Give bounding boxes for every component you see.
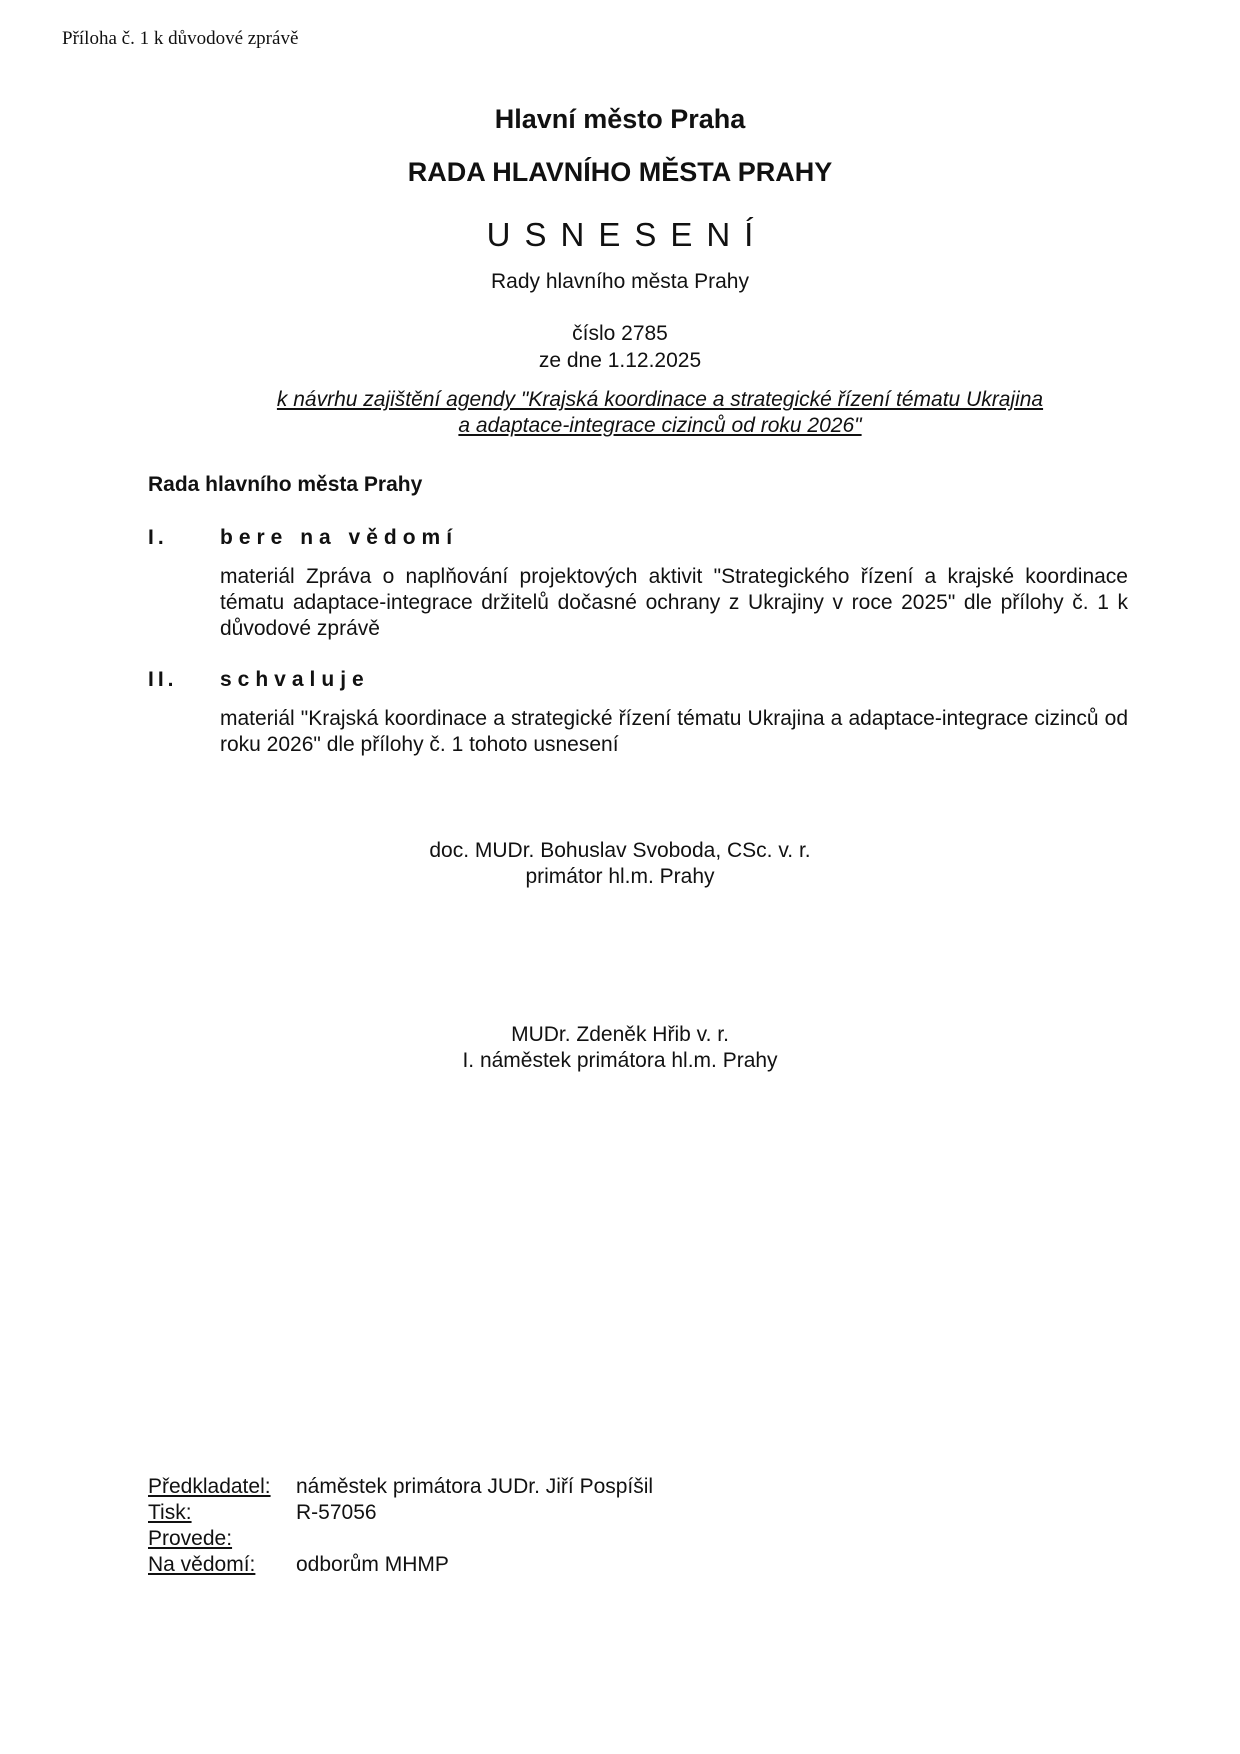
signature-name: MUDr. Zdeněk Hřib v. r.	[511, 1023, 729, 1046]
footer-value: náměstek primátora JUDr. Jiří Pospíšil	[296, 1475, 654, 1498]
resolution-number: číslo 2785	[572, 322, 668, 345]
subject-line-1: k návrhu zajištění agendy "Krajská koordinace a strategické řízení tématu Ukrajina	[276, 388, 1044, 411]
section-2-number: II.	[148, 668, 178, 691]
document-footer	[148, 1474, 653, 1578]
city-heading: Hlavní město Praha	[494, 104, 746, 134]
signature-role: I. náměstek primátora hl.m. Prahy	[462, 1049, 778, 1072]
section-1-verb: bere na vědomí	[220, 526, 459, 549]
footer-label: Provede:	[148, 1527, 233, 1550]
footer-label: Předkladatel:	[148, 1475, 271, 1498]
council-heading: RADA HLAVNÍHO MĚSTA PRAHY	[407, 157, 833, 187]
footer-row-print	[148, 1500, 653, 1526]
resolution-date: ze dne 1.12.2025	[538, 349, 702, 372]
footer-row-notified	[148, 1552, 653, 1578]
council-name: Rada hlavního města Prahy	[148, 473, 423, 496]
section-2-text: materiál "Krajská koordinace a strategické řízení tématu Ukrajina a adaptace-integrace cizinců od roku 2026" dle přílohy č. 1 tohoto usnesení	[220, 707, 1128, 756]
footer-label: Tisk:	[148, 1501, 192, 1524]
attachment-note: Příloha č. 1 k důvodové zprávě	[62, 28, 299, 49]
signature-deputy	[0, 1022, 1240, 1074]
footer-value: odborům MHMP	[296, 1553, 449, 1576]
subject-line-2: a adaptace-integrace cizinců od roku 2026"	[458, 414, 862, 437]
signature-name: doc. MUDr. Bohuslav Svoboda, CSc. v. r.	[429, 839, 811, 862]
section-1-text: materiál Zpráva o naplňování projektových aktivit "Strategického řízení a krajské koordinace tématu adaptace-integrace držitelů dočasné ochrany z Ukrajiny v roce 2025" dle přílohy č. 1 k důvodové zprávě	[220, 565, 1128, 640]
document-title: USNESENÍ	[486, 216, 768, 253]
footer-label: Na vědomí:	[148, 1553, 256, 1576]
signature-mayor	[0, 838, 1240, 890]
section-1-number: I.	[148, 526, 168, 549]
footer-row-submitter	[148, 1474, 653, 1500]
document-subtitle: Rady hlavního města Prahy	[491, 270, 749, 293]
section-2-verb: schvaluje	[220, 668, 370, 691]
signature-role: primátor hl.m. Prahy	[525, 865, 715, 888]
footer-row-executor	[148, 1526, 653, 1552]
resolution-subject	[230, 387, 1090, 439]
footer-value: R-57056	[296, 1501, 377, 1524]
